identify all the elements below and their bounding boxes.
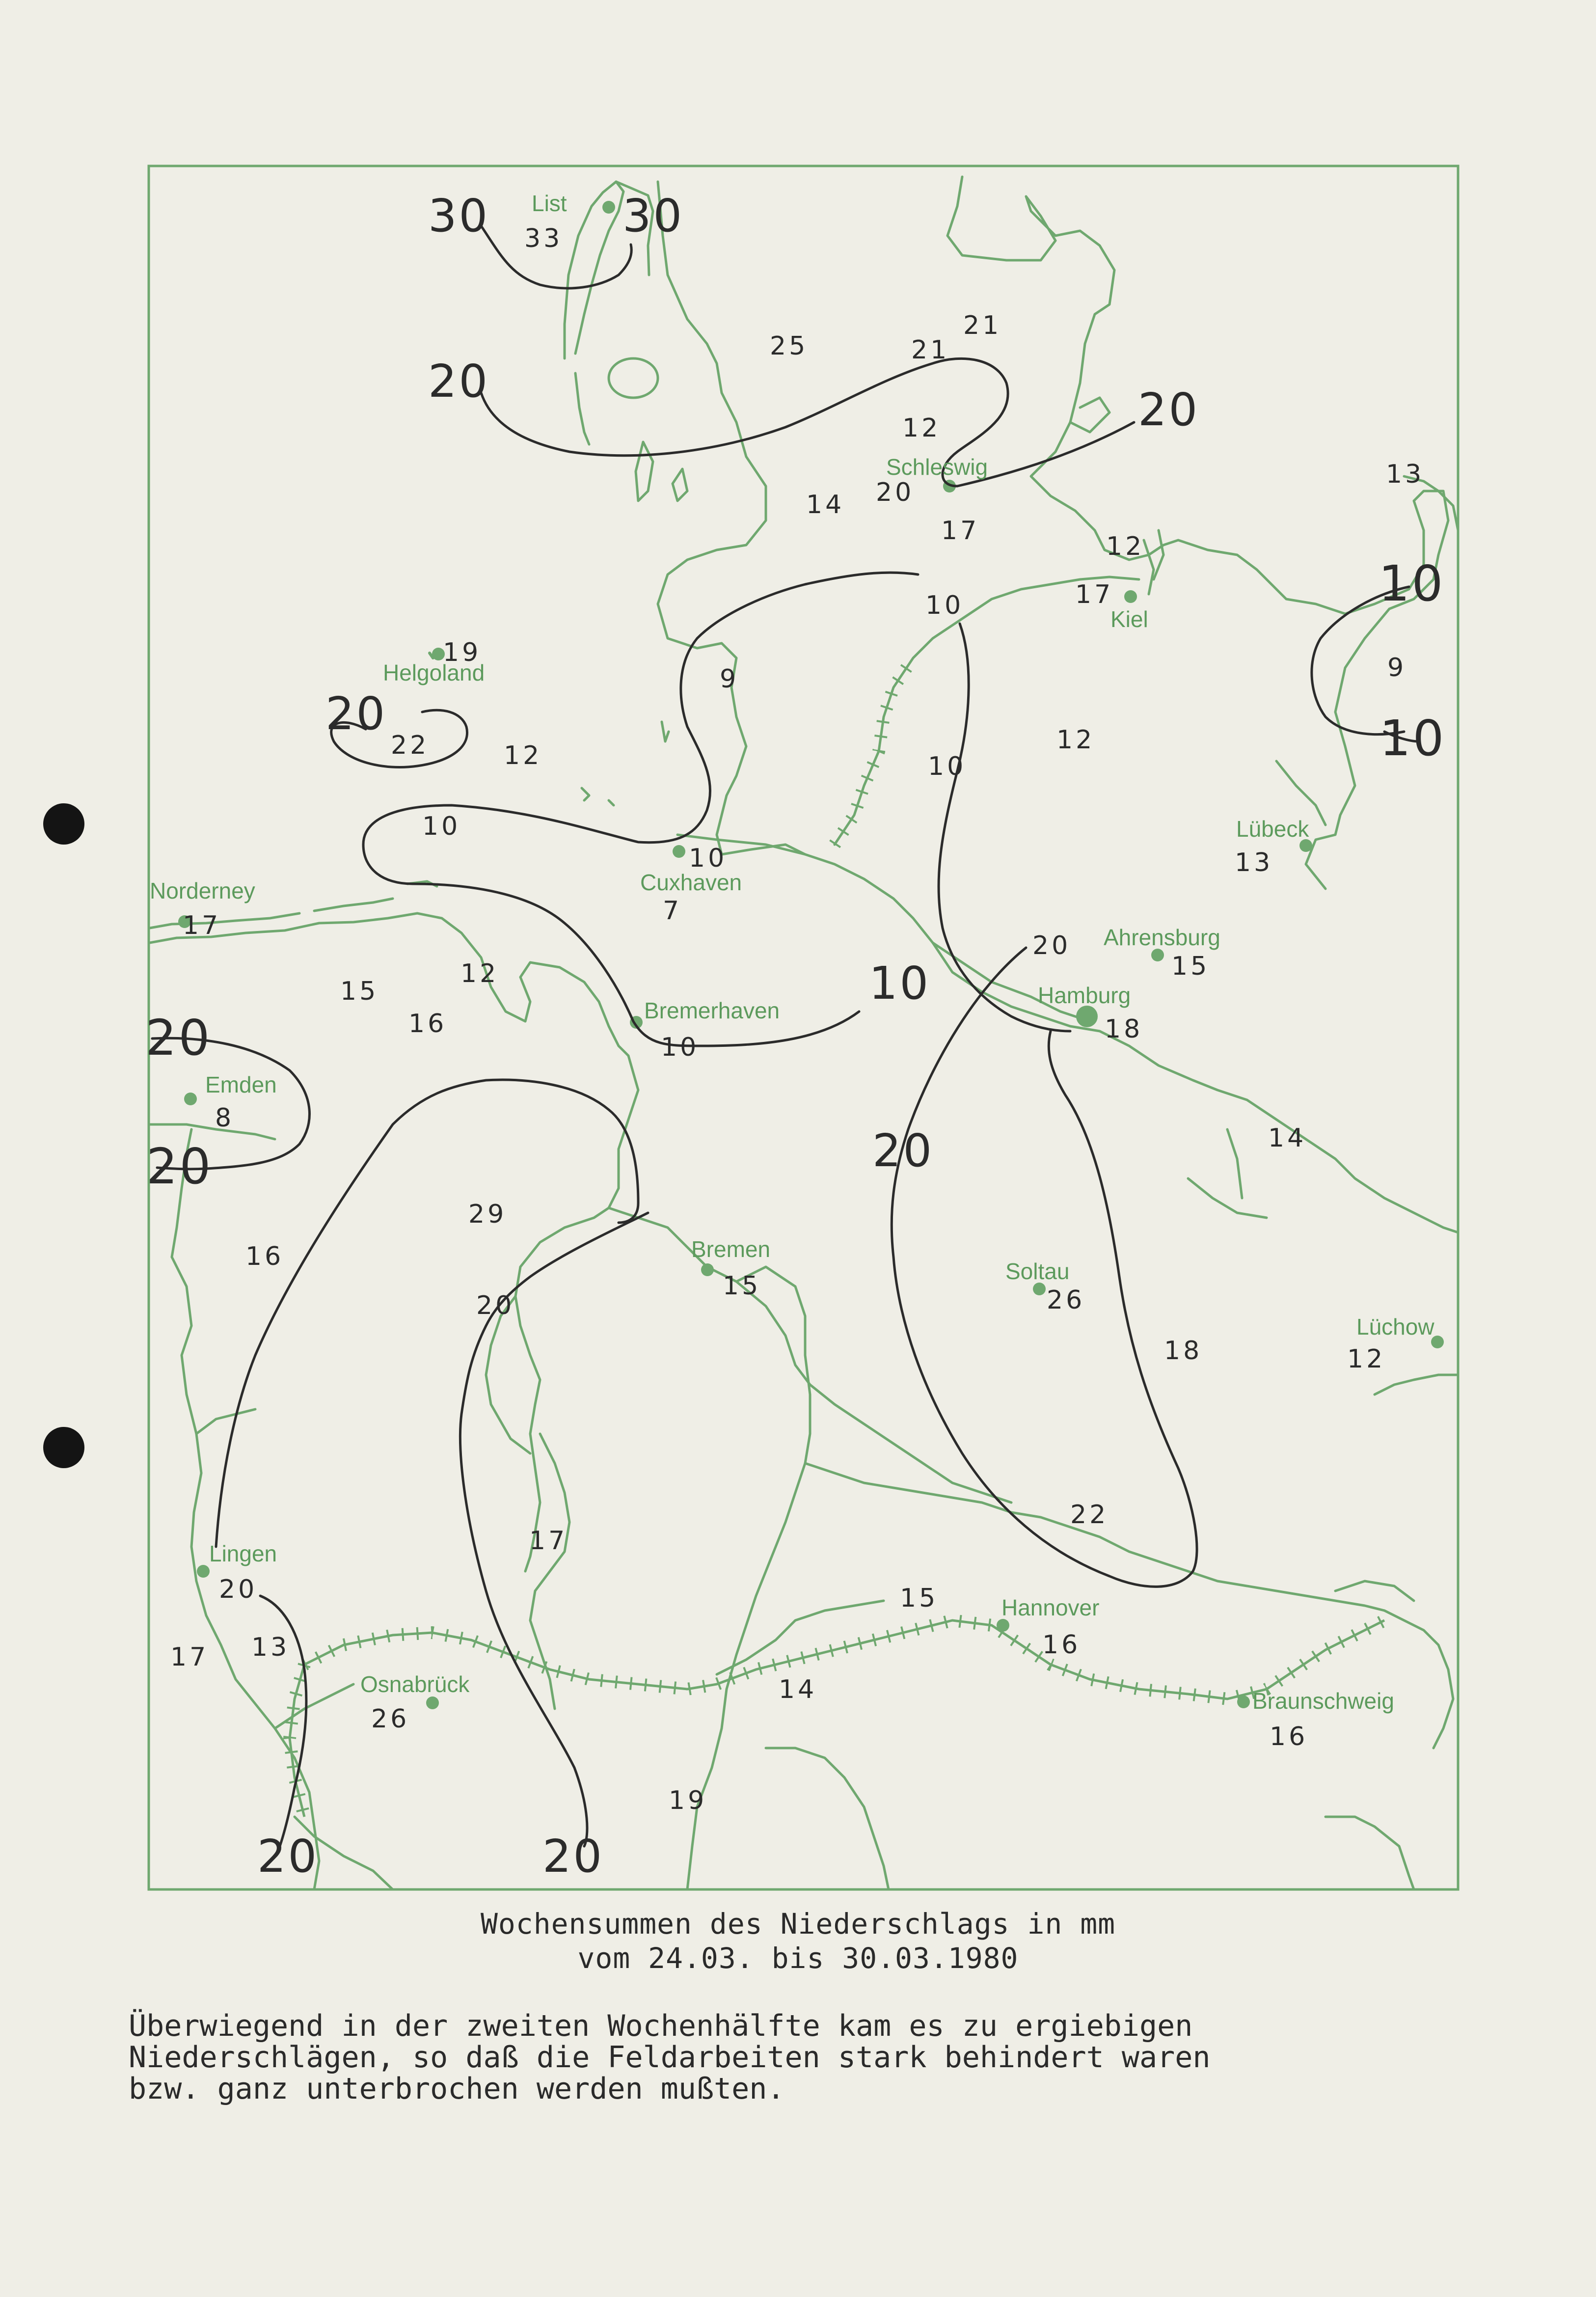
value-label: 22: [391, 731, 430, 760]
elbe-river: [677, 835, 1458, 1232]
value-label: 17: [170, 1642, 209, 1672]
value-label: 20: [219, 1575, 258, 1604]
value-label: 9: [1387, 653, 1407, 683]
value-label: 13: [251, 1633, 290, 1662]
railway-north-ticks: [835, 658, 913, 845]
city-label-bremen: Bremen: [691, 1236, 771, 1262]
city-label-kiel: Kiel: [1110, 606, 1148, 632]
city-label-luechow: Lüchow: [1356, 1314, 1434, 1340]
value-label: 16: [1042, 1630, 1081, 1660]
isohyet-label: 20: [872, 1124, 934, 1177]
isohyet-label: 20: [257, 1830, 319, 1883]
value-label: 16: [245, 1242, 284, 1271]
east-coast: [947, 177, 1448, 889]
value-label: 14: [779, 1675, 817, 1704]
value-label: 15: [340, 977, 379, 1006]
isohyet-20-west: [216, 1080, 638, 1547]
city-dot-lingen: [197, 1565, 210, 1578]
city-dot-cuxhaven: [673, 845, 685, 858]
value-label: 15: [723, 1271, 761, 1301]
isohyet-label: 20: [1138, 383, 1200, 436]
isohyet-label: 20: [145, 1009, 212, 1066]
isohyet-label: 10: [689, 844, 728, 873]
value-label: 19: [669, 1786, 707, 1815]
value-label: 12: [1056, 725, 1095, 755]
city-label-luebeck: Lübeck: [1236, 816, 1309, 842]
city-dot-list: [602, 201, 615, 214]
value-label: 7: [663, 896, 682, 926]
north-sea-coast: [150, 913, 628, 1056]
city-label-helgoland: Helgoland: [383, 660, 485, 685]
value-label: 17: [1075, 580, 1114, 609]
isohyet-label: 10: [925, 591, 964, 620]
value-label: 26: [1047, 1285, 1085, 1315]
city-label-list: List: [532, 191, 567, 216]
value-label: 17: [941, 516, 980, 546]
foehr-island: [609, 358, 658, 398]
value-label: 17: [183, 911, 221, 940]
value-label: 13: [1386, 460, 1425, 489]
isohyet-lines: [152, 226, 1419, 1846]
city-dot-soltau: [1033, 1283, 1046, 1295]
value-label: 17: [529, 1526, 568, 1556]
west-coast-north: [658, 182, 805, 854]
value-label: 18: [1164, 1336, 1203, 1366]
isohyet-label: 20: [428, 355, 490, 408]
value-label: 12: [1347, 1344, 1386, 1374]
value-label: 13: [1235, 848, 1273, 877]
value-label: 14: [806, 490, 845, 520]
city-dot-kiel: [1124, 590, 1137, 603]
value-label: 33: [524, 224, 563, 253]
value-label: 9: [720, 664, 739, 694]
map-caption-line-2: vom 24.03. bis 30.03.1980: [577, 1942, 1019, 1975]
note-line-2: Niederschlägen, so daß die Feldarbeiten stark behindert waren: [129, 2040, 1211, 2075]
isohyet-labels: [145, 190, 1446, 1883]
isohyet-label: 20: [542, 1830, 604, 1883]
value-label: 20: [876, 478, 915, 507]
value-label: 14: [1268, 1123, 1307, 1153]
value-label: 21: [963, 311, 1002, 340]
value-label: 8: [215, 1103, 235, 1133]
value-label: 15: [900, 1584, 939, 1613]
city-label-schleswig: Schleswig: [886, 454, 988, 480]
city-label-braunschweig: Braunschweig: [1252, 1688, 1394, 1714]
base-map-lines: [150, 177, 1458, 1889]
note-line-1: Überwiegend in der zweiten Wochenhälfte kam es zu ergiebigen: [129, 2009, 1193, 2043]
value-label: 22: [1070, 1500, 1109, 1530]
value-label: 16: [408, 1009, 447, 1039]
city-label-cuxhaven: Cuxhaven: [640, 870, 742, 895]
value-label: 12: [460, 959, 499, 988]
city-dot-bremen: [701, 1263, 714, 1276]
city-label-hannover: Hannover: [1001, 1595, 1100, 1620]
isohyet-label: 20: [325, 687, 387, 740]
map-caption-line-1: Wochensummen des Niederschlags in mm: [480, 1907, 1116, 1941]
city-dot-hamburg: [1076, 1006, 1098, 1027]
isohyet-label: 10: [661, 1033, 700, 1062]
note-line-3: bzw. ganz unterbrochen werden mußten.: [129, 2072, 785, 2106]
value-label: 25: [770, 331, 809, 361]
city-labels: [150, 191, 1434, 1714]
value-label: 21: [911, 335, 950, 365]
kiel-canal: [835, 577, 1139, 845]
isohyet-label: 10: [1379, 555, 1445, 612]
isohyet-label: 20: [476, 1291, 515, 1320]
city-dot-hannover: [997, 1619, 1009, 1632]
value-label: 12: [504, 741, 542, 770]
city-label-emden: Emden: [205, 1072, 277, 1097]
value-label: 19: [443, 638, 482, 667]
value-label: 16: [1270, 1722, 1308, 1751]
city-label-hamburg: Hamburg: [1038, 983, 1131, 1008]
isohyet-label: 30: [622, 190, 684, 242]
city-label-soltau: Soltau: [1005, 1258, 1070, 1284]
city-dot-emden: [184, 1093, 197, 1105]
isohyet-label: 20: [146, 1138, 213, 1195]
value-label: 29: [468, 1200, 507, 1229]
city-markers: [178, 201, 1444, 1709]
ems-river: [172, 1257, 319, 1889]
city-label-lingen: Lingen: [209, 1541, 277, 1566]
isohyet-label: 30: [428, 190, 490, 242]
value-label: 18: [1105, 1014, 1143, 1044]
isohyet-label: 10: [869, 957, 931, 1010]
isohyet-label: 10: [422, 812, 461, 841]
map-frame: [149, 166, 1458, 1889]
city-label-ahrensburg: Ahrensburg: [1104, 925, 1220, 950]
value-label: 26: [371, 1704, 410, 1734]
aller-river: [805, 1463, 1384, 1611]
isohyet-label: 20: [1032, 931, 1071, 960]
isohyet-label: 10: [1380, 710, 1446, 767]
precipitation-values: [170, 224, 1424, 1815]
city-label-bremerhaven: Bremerhaven: [644, 998, 780, 1023]
city-dot-braunschweig: [1237, 1695, 1250, 1708]
value-label: 15: [1171, 952, 1210, 981]
east-frisian-islands: [150, 913, 299, 928]
city-label-norderney: Norderney: [150, 878, 255, 903]
weser-river: [515, 1056, 638, 1571]
isohyet-label: 10: [928, 752, 967, 781]
city-label-osnabrueck: Osnabrück: [360, 1671, 470, 1697]
value-label: 12: [1106, 532, 1145, 561]
value-label: 12: [902, 413, 941, 443]
city-dot-osnabrueck: [426, 1696, 439, 1709]
city-dot-ahrensburg: [1151, 949, 1164, 961]
